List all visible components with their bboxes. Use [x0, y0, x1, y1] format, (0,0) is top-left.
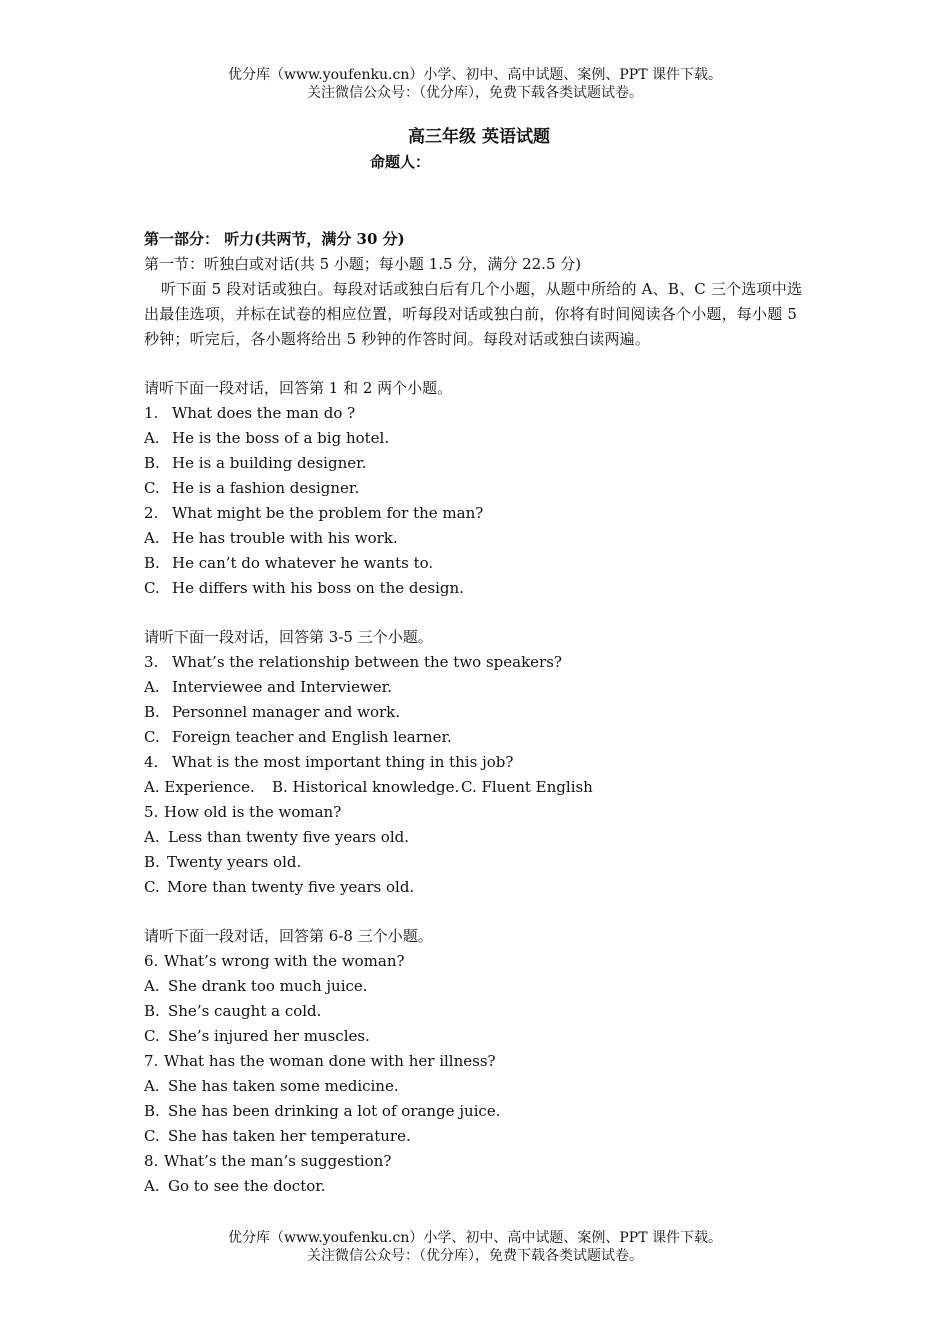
section-heading: 第一节：听独白或对话(共 5 小题；每小题 1.5 分，满分 22.5 分) — [144, 255, 582, 273]
option-text: Go to see the doctor. — [168, 1177, 326, 1195]
option-text: Interviewee and Interviewer. — [172, 678, 392, 696]
option-item — [144, 451, 809, 476]
option-label: C. — [144, 1027, 160, 1045]
option-item — [144, 526, 809, 551]
option-item — [144, 875, 809, 900]
option-item — [144, 725, 809, 750]
question-text: What does the man do ? — [172, 404, 356, 422]
option-item — [144, 476, 809, 501]
question-number: 3. — [144, 653, 159, 671]
option-text: More than twenty five years old. — [167, 878, 415, 896]
option-text: She has taken some medicine. — [168, 1077, 399, 1095]
option-label: B. — [144, 554, 160, 572]
option-item — [144, 700, 809, 725]
option-label: A. — [144, 828, 160, 846]
author-label: 命题人： — [370, 153, 431, 171]
option-item — [144, 850, 809, 875]
option-item — [144, 999, 809, 1024]
option-label: B. — [144, 853, 160, 871]
footer-line-1: 优分库（www.youfenku.cn）小学、初中、高中试题、案例、PPT 课件下载。 — [227, 1230, 722, 1246]
option-item — [144, 426, 809, 451]
option-label: C. — [144, 728, 160, 746]
option-text: She’s caught a cold. — [168, 1002, 322, 1020]
group-intro: 请听下面一段对话，回答第 6-8 三个小题。 — [144, 927, 433, 945]
option-item — [144, 1174, 809, 1199]
option-text: He has trouble with his work. — [172, 529, 398, 547]
question-text: How old is the woman? — [164, 803, 342, 821]
option-text: He is a fashion designer. — [172, 479, 360, 497]
header-line-2: 关注微信公众号：（优分库），免费下载各类试题试卷。 — [307, 85, 643, 101]
title-block — [0, 125, 950, 171]
option-label: A. — [144, 1177, 160, 1195]
option-text: She has taken her temperature. — [168, 1127, 411, 1145]
option-label: B. — [144, 703, 160, 721]
option-item — [144, 576, 809, 601]
option-label: A. — [144, 529, 160, 547]
question-4 — [144, 750, 809, 775]
question-1 — [144, 401, 809, 426]
group-intro: 请听下面一段对话，回答第 1 和 2 两个小题。 — [144, 379, 453, 397]
option-label: B. — [144, 454, 160, 472]
option-text: He is the boss of a big hotel. — [172, 429, 390, 447]
option-label: B. — [144, 1002, 160, 1020]
option-item — [144, 1024, 809, 1049]
page-title: 高三年级 英语试题 — [408, 127, 550, 147]
option-label: B. — [144, 1102, 160, 1120]
question-number: 6. — [144, 952, 159, 970]
option-item — [144, 551, 809, 576]
option-label: A. — [144, 678, 160, 696]
option-text: Twenty years old. — [167, 853, 302, 871]
question-6 — [144, 949, 809, 974]
option-text: Foreign teacher and English learner. — [172, 728, 452, 746]
option-label: C. — [144, 1127, 160, 1145]
header-line-1: 优分库（www.youfenku.cn）小学、初中、高中试题、案例、PPT 课件下载。 — [227, 67, 722, 83]
option-b: B. Historical knowledge. — [272, 778, 460, 796]
page-header — [0, 66, 950, 102]
question-text: What’s the man’s suggestion? — [164, 1152, 392, 1170]
option-label: A. — [144, 1077, 160, 1095]
group-intro: 请听下面一段对话，回答第 3-5 三个小题。 — [144, 628, 433, 646]
option-a: A. Experience. — [144, 778, 255, 796]
question-5 — [144, 800, 809, 825]
question-8 — [144, 1149, 809, 1174]
option-text: She’s injured her muscles. — [168, 1027, 370, 1045]
question-2 — [144, 501, 809, 526]
option-item — [144, 1099, 809, 1124]
question-7 — [144, 1049, 809, 1074]
option-label: A. — [144, 977, 160, 995]
question-text: What is the most important thing in this job? — [172, 753, 514, 771]
question-number: 8. — [144, 1152, 159, 1170]
question-number: 4. — [144, 753, 159, 771]
page-footer — [0, 1229, 950, 1265]
inline-options — [144, 775, 809, 800]
option-c: C. Fluent English — [461, 778, 593, 796]
option-text: Personnel manager and work. — [172, 703, 401, 721]
option-item — [144, 974, 809, 999]
option-item — [144, 675, 809, 700]
question-text: What’s the relationship between the two speakers? — [172, 653, 562, 671]
question-text: What’s wrong with the woman? — [164, 952, 405, 970]
instructions-paragraph: 听下面 5 段对话或独白。每段对话或独白后有几个小题，从题中所给的 A、B、C 三个选项中选出最佳选项，并标在试卷的相应位置，听每段对话或独白前，你将有时间阅读各个小题，每小题 5 秒钟；听完后，各小题将给出 5 秒钟的作答时间。每段对话或独白读两遍。 — [144, 280, 803, 348]
option-text: She drank too much juice. — [168, 977, 368, 995]
question-text: What might be the problem for the man? — [172, 504, 484, 522]
option-item — [144, 825, 809, 850]
option-text: He is a building designer. — [172, 454, 367, 472]
question-number: 2. — [144, 504, 159, 522]
question-number: 7. — [144, 1052, 159, 1070]
footer-line-2: 关注微信公众号：（优分库），免费下载各类试题试卷。 — [307, 1248, 643, 1264]
question-text: What has the woman done with her illness? — [164, 1052, 496, 1070]
option-label: C. — [144, 479, 160, 497]
question-number: 5. — [144, 803, 159, 821]
option-text: Less than twenty five years old. — [168, 828, 409, 846]
option-item — [144, 1074, 809, 1099]
question-number: 1. — [144, 404, 159, 422]
option-text: She has been drinking a lot of orange juice. — [168, 1102, 501, 1120]
exam-content — [144, 227, 809, 1199]
option-text: He can’t do whatever he wants to. — [172, 554, 434, 572]
part-heading: 第一部分： 听力(共两节，满分 30 分) — [144, 230, 405, 248]
option-text: He differs with his boss on the design. — [172, 579, 464, 597]
option-label: C. — [144, 878, 160, 896]
question-3 — [144, 650, 809, 675]
option-label: A. — [144, 429, 160, 447]
option-item — [144, 1124, 809, 1149]
option-label: C. — [144, 579, 160, 597]
